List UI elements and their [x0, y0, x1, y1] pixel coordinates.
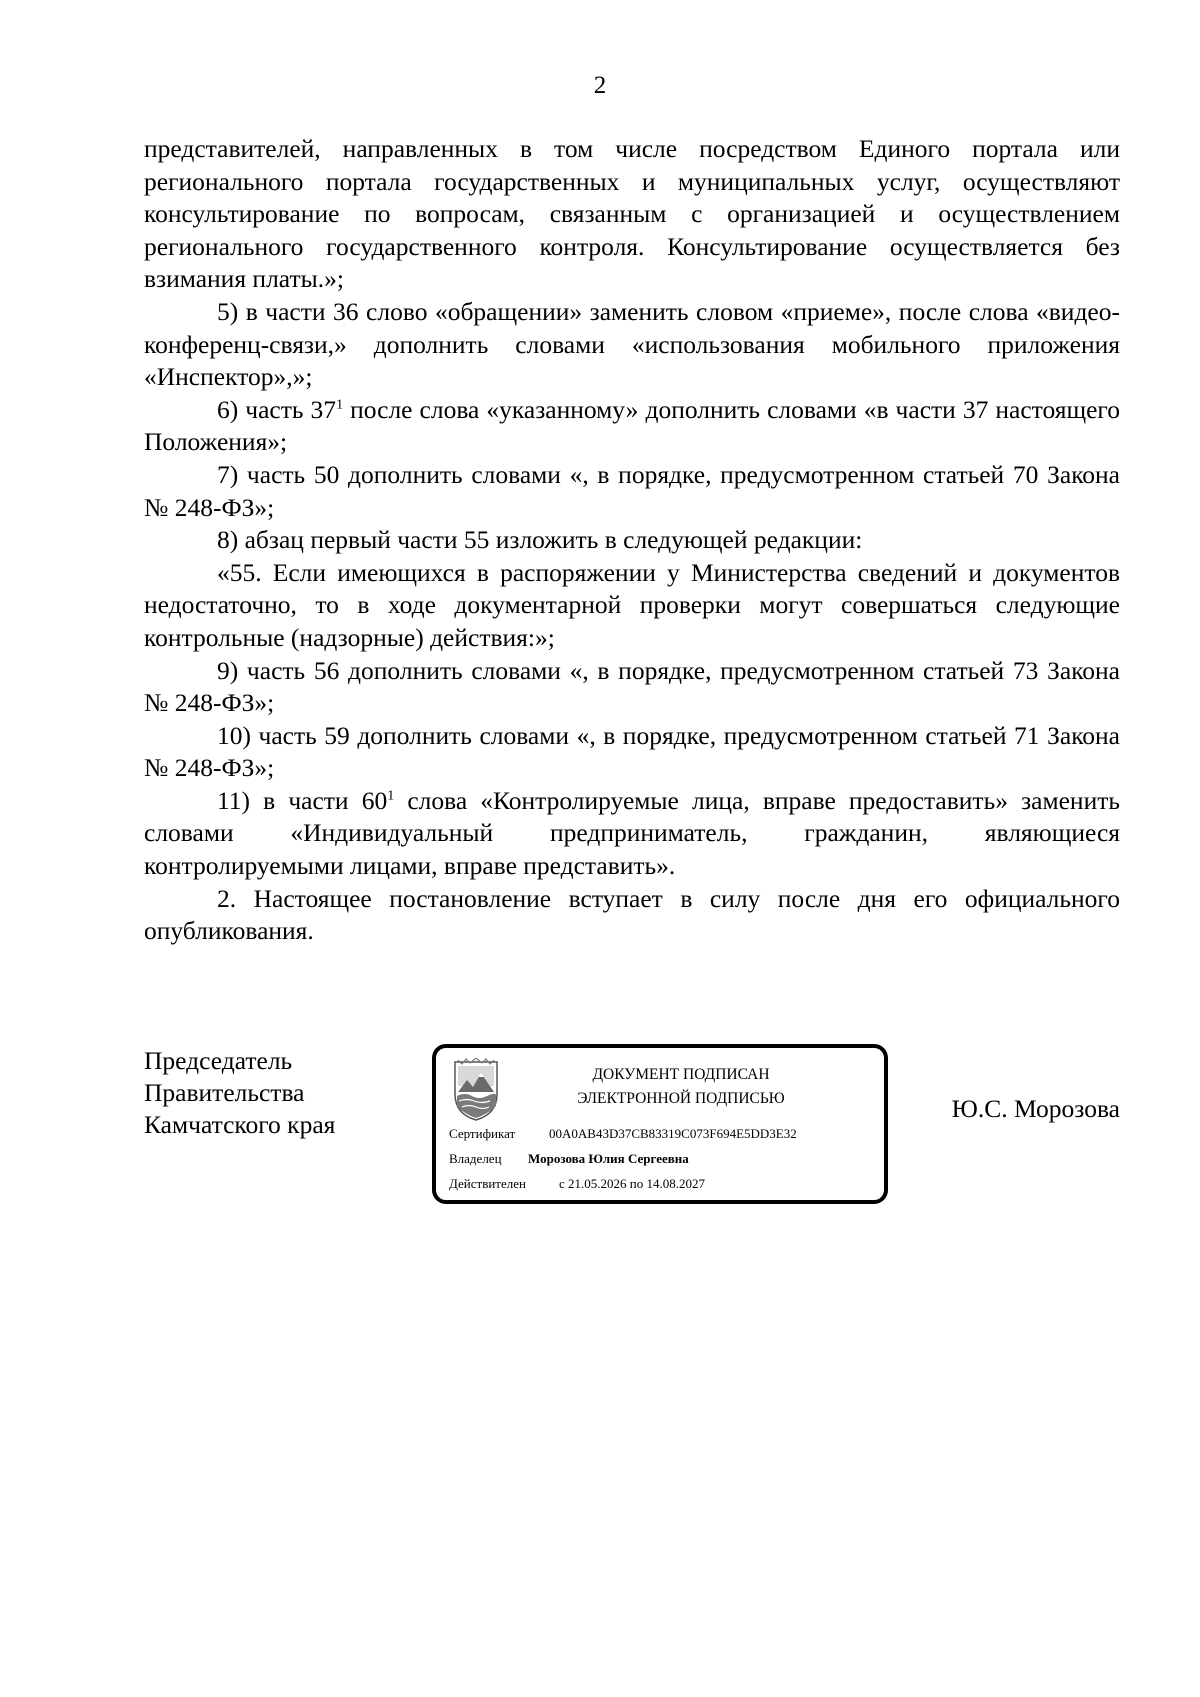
esign-owner-value: Морозова Юлия Сергеевна	[528, 1151, 689, 1166]
esign-owner-label: Владелец	[449, 1151, 502, 1166]
paragraph-item-6	[144, 394, 1120, 459]
superscript-index: 1	[336, 397, 344, 413]
signatory-name: Ю.С. Морозова	[951, 1094, 1120, 1123]
paragraph-item-9: 9) часть 56 дополнить словами «, в порядке, предусмотренном статьей 73 Закона № 248-ФЗ»;	[144, 655, 1120, 718]
esign-header-line: ЭЛЕКТРОННОЙ ПОДПИСЬЮ	[577, 1090, 785, 1107]
paragraph-item-6-before: 6) часть 37	[217, 394, 337, 424]
esign-certificate-value: 00A0AB43D37CB83319C073F694E5DD3E32	[549, 1126, 797, 1141]
electronic-signature-stamp	[432, 1044, 888, 1204]
esign-header-line: ДОКУМЕНТ ПОДПИСАН	[592, 1066, 770, 1083]
esign-certificate-row	[449, 1126, 797, 1142]
signatory-title-line: Председатель	[144, 1046, 293, 1075]
paragraph-entry-into-force: 2. Настоящее постановление вступает в силу после дня его официального опубликования.	[144, 883, 1120, 946]
paragraph-item-11-after: слова «Контролируемые лица, вправе предоставить» заменить словами «Индивидуальный предприниматель, гражданин, являющиеся контролируемыми лицами, вправе представить».	[144, 785, 1120, 881]
esign-owner-row	[449, 1151, 689, 1167]
paragraph-item-11	[144, 785, 1120, 883]
esign-header	[526, 1063, 836, 1111]
paragraph-item-6-after: после слова «указанному» дополнить словами «в части 37 настоящего Положения»;	[144, 394, 1120, 457]
signatory-title-line: Камчатского края	[144, 1110, 336, 1139]
esign-validity-label: Действителен	[449, 1176, 526, 1191]
page-number: 2	[593, 72, 607, 99]
paragraph-item-10: 10) часть 59 дополнить словами «, в порядке, предусмотренном статьей 71 Закона № 248-ФЗ»;	[144, 720, 1120, 783]
paragraph-item-55-quote: «55. Если имеющихся в распоряжении у Министерства сведений и документов недостаточно, то в ходе документарной проверки могут совершаться следующие контрольные (надзорные) действия:»;	[144, 557, 1120, 652]
document-body	[144, 133, 1120, 948]
paragraph-item-11-before: 11) в части 60	[217, 785, 388, 815]
esign-certificate-label: Сертификат	[449, 1126, 516, 1141]
paragraph-item-8: 8) абзац первый части 55 изложить в следующей редакции:	[217, 525, 863, 555]
paragraph-item-5: 5) в части 36 слово «обращении» заменить словом «приеме», после слова «видео-конференц-связи,» дополнить словами «использования мобильного приложения «Инспектор»,»;	[144, 296, 1120, 392]
signatory-title-line: Правительства	[144, 1078, 305, 1107]
kamchatka-coat-of-arms-icon	[450, 1058, 502, 1122]
signatory-title	[144, 1045, 335, 1141]
paragraph-item-7: 7) часть 50 дополнить словами «, в порядке, предусмотренном статьей 70 Закона № 248-ФЗ»;	[144, 459, 1120, 522]
esign-validity-value: с 21.05.2026 по 14.08.2027	[559, 1176, 705, 1191]
superscript-index: 1	[387, 788, 395, 804]
esign-validity-row	[449, 1176, 705, 1192]
paragraph-continuation: представителей, направленных в том числе посредством Единого портала или регионального портала государственных и муниципальных услуг, осуществляют консультирование по вопросам, связанным с организацией и осуществлением регионального государственного контроля. Консультирование осуществляется без взимания платы.»;	[144, 134, 1120, 294]
